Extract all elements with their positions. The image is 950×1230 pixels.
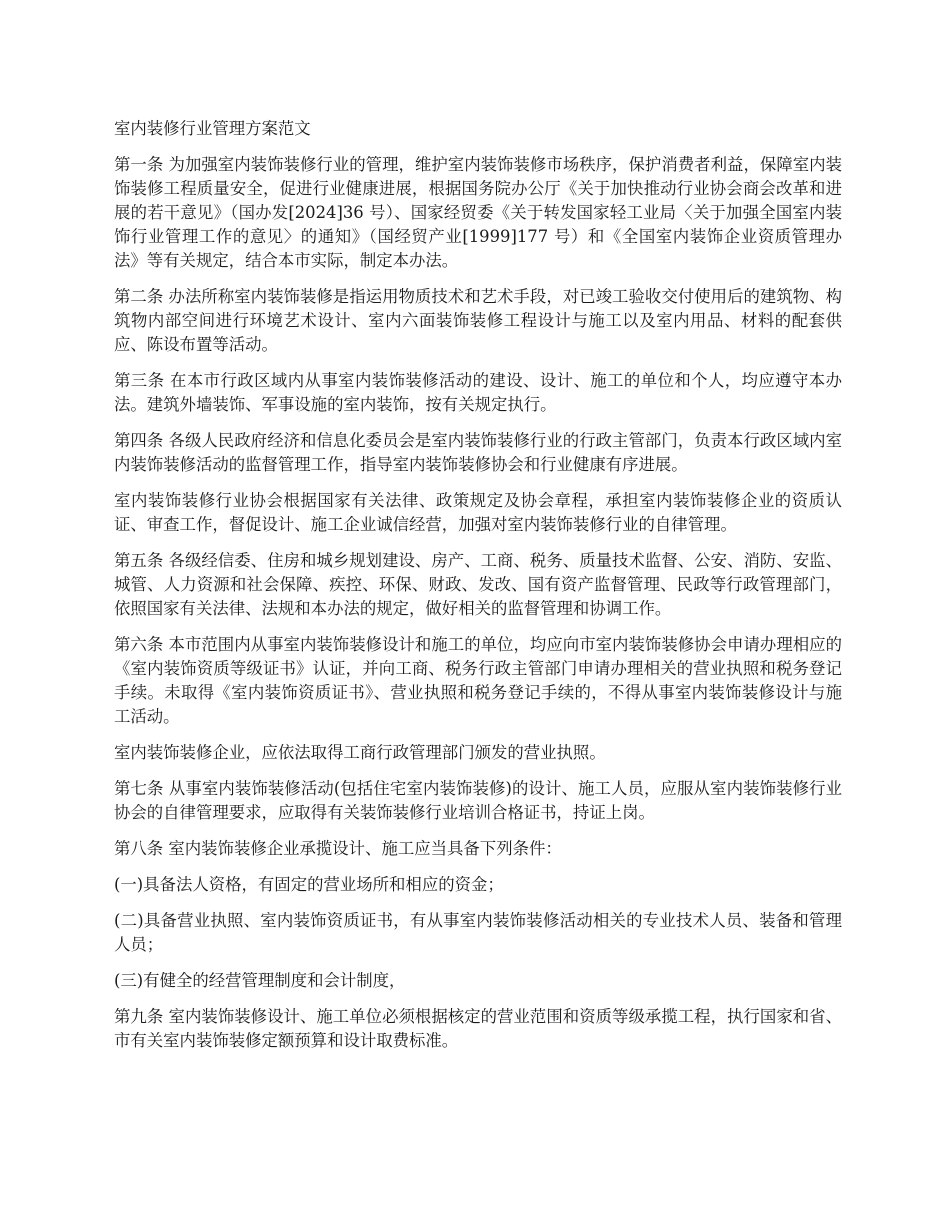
paragraph-article-6: 第六条 本市范围内从事室内装饰装修设计和施工的单位，均应向市室内装饰装修协会申请办理相应的《室内装饰资质等级证书》认证，并向工商、税务行政主管部门申请办理相关的营业执照和税务登记手续。未取得《室内装饰资质证书》、营业执照和税务登记手续的，不得从事室内装饰装修设计与施工活动。 [114, 635, 842, 726]
paragraph-article-4: 第四条 各级人民政府经济和信息化委员会是室内装饰装修行业的行政主管部门，负责本行政区域内室内装饰装修活动的监督管理工作，指导室内装饰装修协会和行业健康有序进展。 [114, 431, 842, 474]
paragraph-association-duties: 室内装饰装修行业协会根据国家有关法律、政策规定及协会章程，承担室内装饰装修企业的资质认证、审查工作，督促设计、施工企业诚信经营，加强对室内装饰装修行业的自律管理。 [114, 491, 842, 534]
paragraph-condition-1: (一)具备法人资格，有固定的营业场所和相应的资金； [114, 875, 504, 894]
document-page [114, 117, 842, 1065]
paragraph-article-5: 第五条 各级经信委、住房和城乡规划建设、房产、工商、税务、质量技术监督、公安、消防、安监、城管、人力资源和社会保障、疾控、环保、财政、发改、国有资产监督管理、民政等行政管理部门，依照国家有关法律、法规和本办法的规定，做好相关的监督管理和协调工作。 [114, 551, 842, 618]
paragraph-article-7: 第七条 从事室内装饰装修活动(包括住宅室内装饰装修)的设计、施工人员，应服从室内装饰装修行业协会的自律管理要求，应取得有关装饰装修行业培训合格证书，持证上岗。 [114, 779, 842, 822]
paragraph-article-1: 第一条 为加强室内装饰装修行业的管理，维护室内装饰装修市场秩序，保护消费者利益，保障室内装饰装修工程质量安全，促进行业健康进展，根据国务院办公厅《关于加快推动行业协会商会改革和进展的若干意见》（国办发[2024]36 号）、国家经贸委《关于转发国家轻工业局〈关于加强全国室内装饰行业管理工作的意见〉的通知》（国经贸产业[1999]177 号）和《全国室内装饰企业资质管理办法》等有关规定，结合本市实际，制定本办法。 [114, 155, 842, 270]
paragraph-article-3: 第三条 在本市行政区域内从事室内装饰装修活动的建设、设计、施工的单位和个人，均应遵守本办法。建筑外墙装饰、军事设施的室内装饰，按有关规定执行。 [114, 371, 842, 414]
paragraph-article-8: 第八条 室内装饰装修企业承揽设计、施工应当具备下列条件： [114, 839, 562, 858]
paragraph-business-license: 室内装饰装修企业，应依法取得工商行政管理部门颁发的营业执照。 [114, 743, 606, 762]
paragraph-article-9: 第九条 室内装饰装修设计、施工单位必须根据核定的营业范围和资质等级承揽工程，执行国家和省、市有关室内装饰装修定额预算和设计取费标准。 [114, 1007, 842, 1050]
document-title: 室内装修行业管理方案范文 [114, 119, 311, 138]
paragraph-article-2: 第二条 办法所称室内装饰装修是指运用物质技术和艺术手段，对已竣工验收交付使用后的建筑物、构筑物内部空间进行环境艺术设计、室内六面装饰装修工程设计与施工以及室内用品、材料的配套供应、陈设布置等活动。 [114, 287, 842, 354]
paragraph-condition-3: (三)有健全的经营管理制度和会计制度， [114, 971, 406, 990]
paragraph-condition-2: (二)具备营业执照、室内装饰资质证书，有从事室内装饰装修活动相关的专业技术人员、装备和管理人员； [114, 911, 842, 954]
